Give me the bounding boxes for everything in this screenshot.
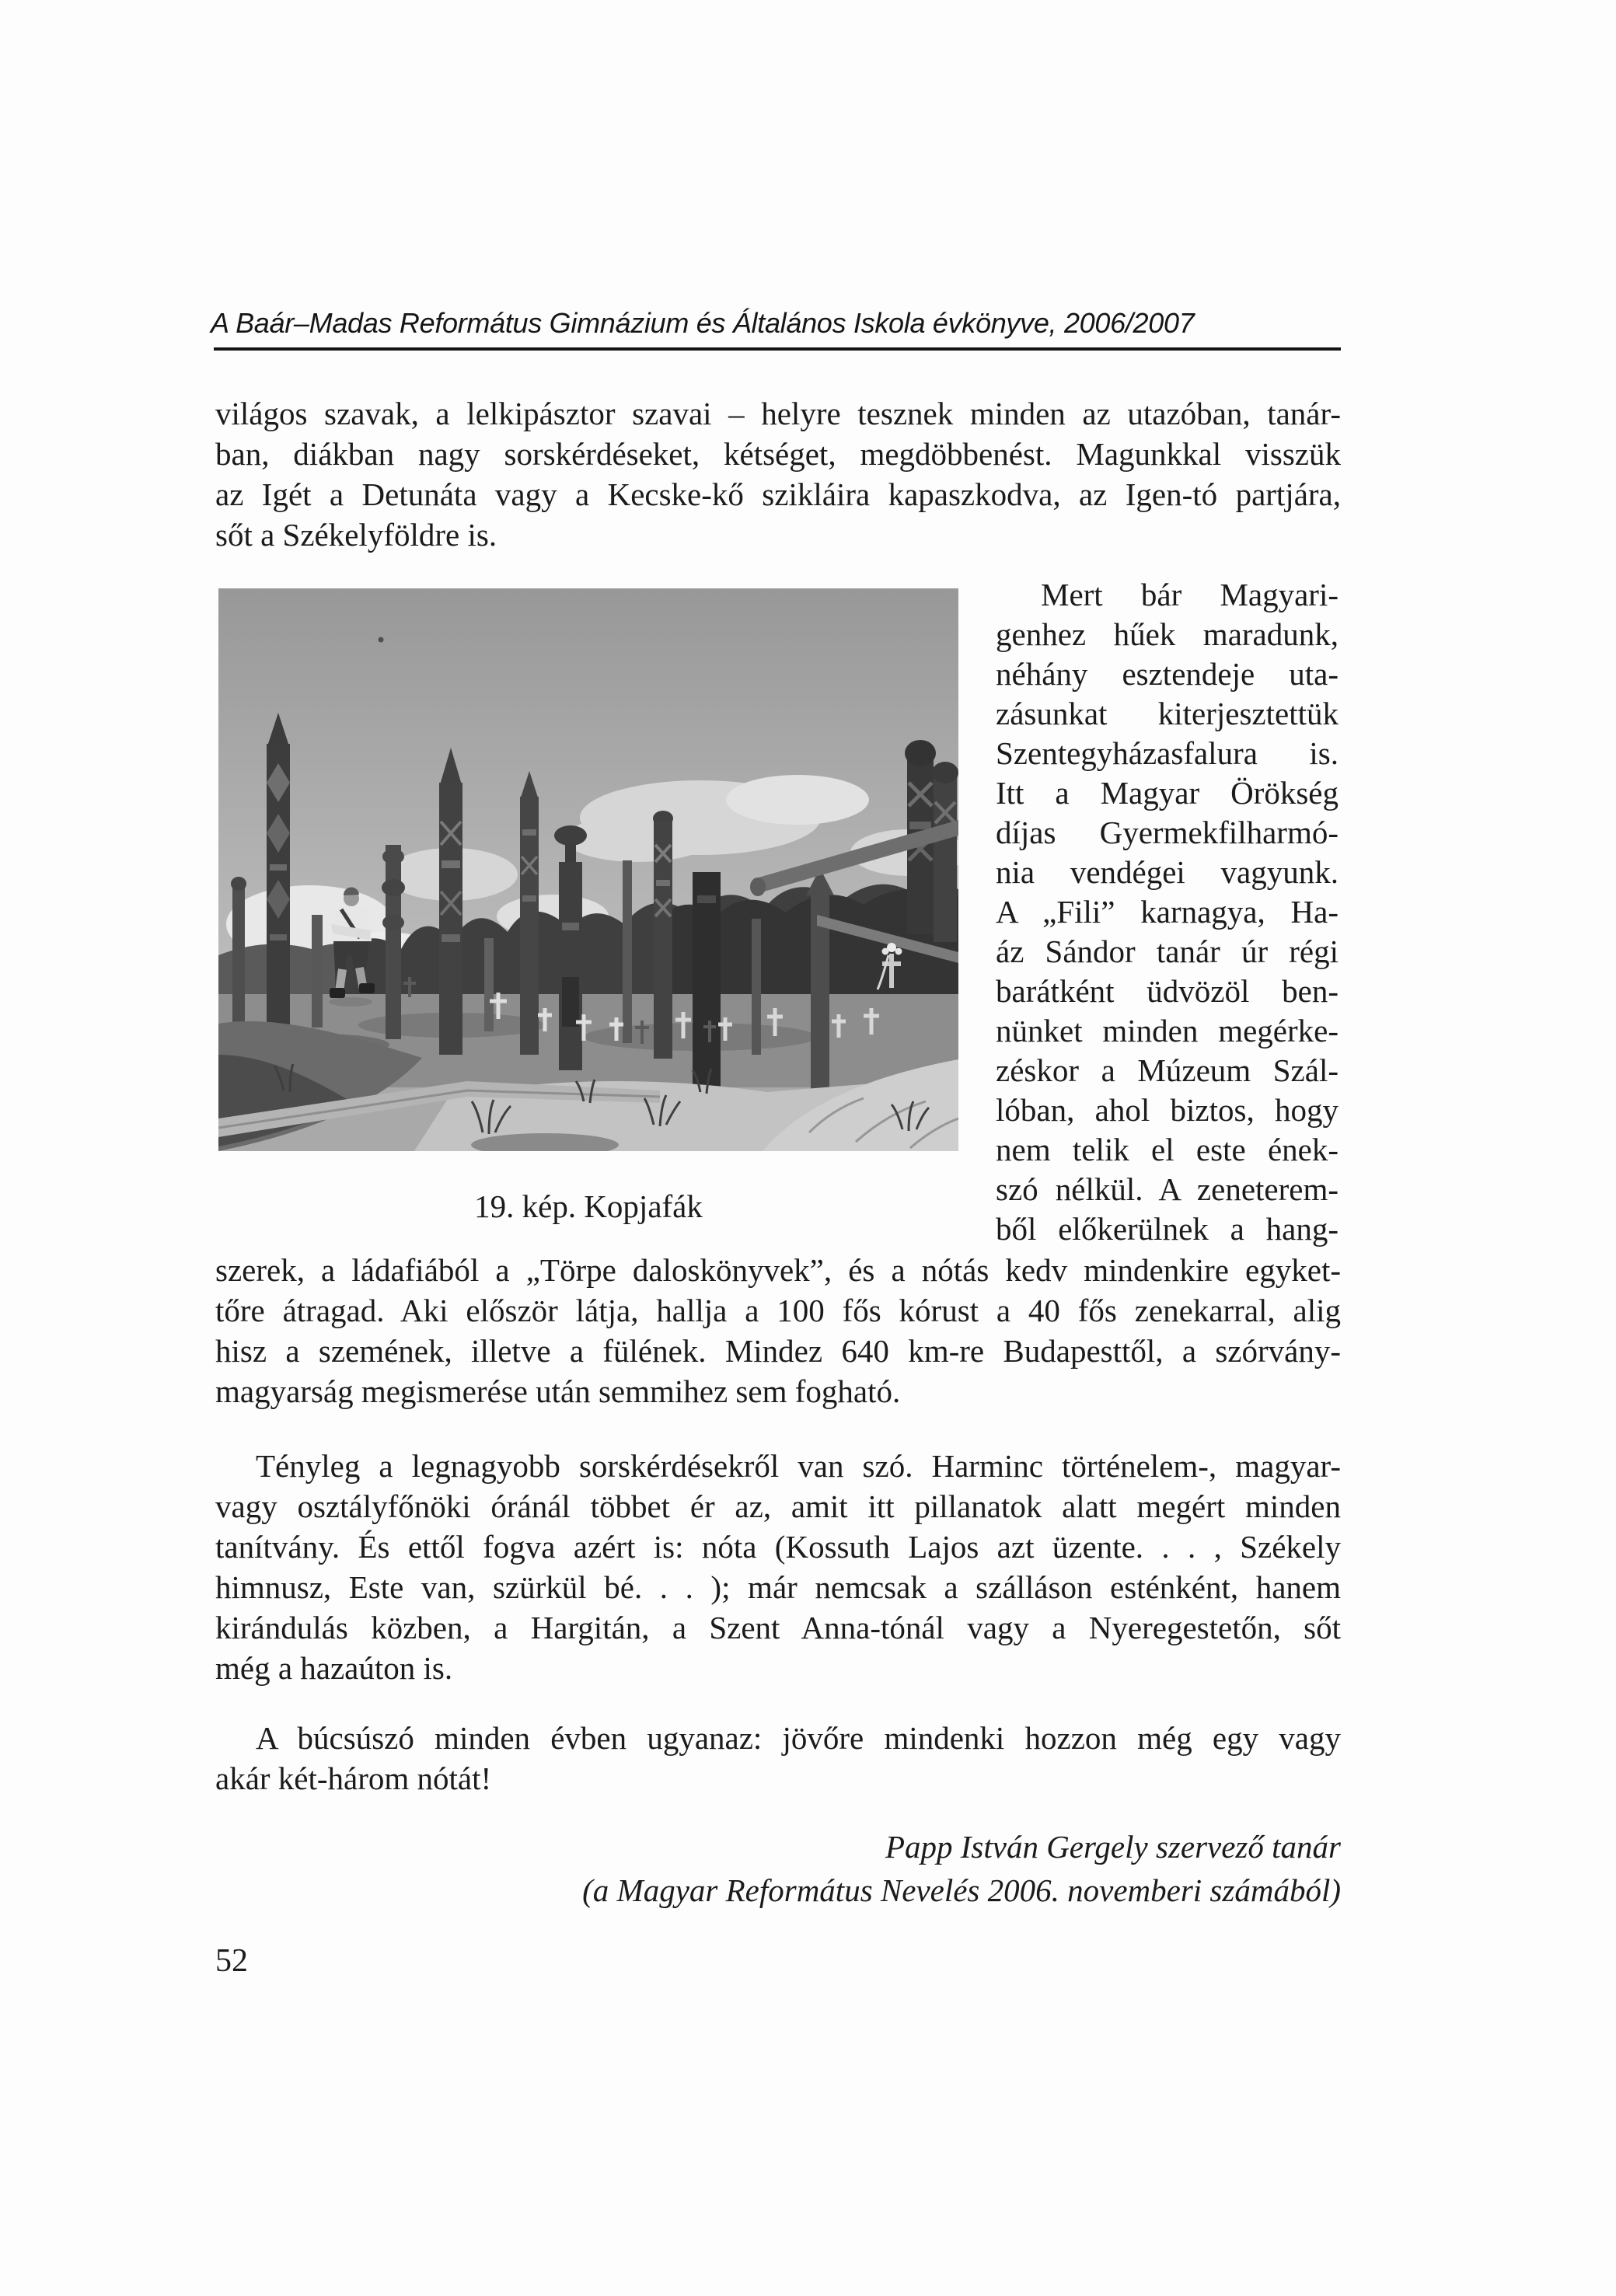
paragraph-line: az Igét a Detunáta vagy a Kecske-kő szikláira kapaszkodva, az Igen-tó partjára, bbox=[215, 476, 1341, 512]
page-header-title: A Baár–Madas Református Gimnázium és Általános Iskola évkönyve, 2006/2007 bbox=[211, 307, 1195, 339]
page-number: 52 bbox=[215, 1943, 248, 1979]
paragraph-3 bbox=[215, 1446, 1341, 1688]
header-rule bbox=[214, 347, 1341, 351]
paragraph-line: még a hazaúton is. bbox=[215, 1650, 453, 1686]
column-line: Szentegyházasfalura is. bbox=[996, 735, 1339, 771]
signature-line: Papp István Gergely szervező tanár bbox=[885, 1829, 1341, 1865]
paragraph-4 bbox=[215, 1718, 1341, 1799]
signature-line: (a Magyar Református Nevelés 2006. novemberi számából) bbox=[582, 1872, 1341, 1908]
paragraph-line: sőt a Székelyföldre is. bbox=[215, 517, 497, 553]
wrapped-text-column bbox=[996, 575, 1339, 1249]
column-line: nia vendégei vagyunk. bbox=[996, 854, 1339, 890]
column-line: zásunkat kiterjesztettük bbox=[996, 696, 1339, 731]
paragraph-line: szerek, a ládafiából a „Törpe daloskönyvek”, és a nótás kedv mindenkire egyket- bbox=[215, 1252, 1341, 1288]
column-line: ből előkerülnek a hang- bbox=[996, 1211, 1339, 1247]
signature-block bbox=[215, 1825, 1341, 1912]
paragraph-2-continuation bbox=[215, 1250, 1341, 1411]
column-line: barátként üdvözöl ben- bbox=[996, 973, 1339, 1009]
column-line: zéskor a Múzeum Szál- bbox=[996, 1052, 1339, 1088]
column-line: néhány esztendeje uta- bbox=[996, 656, 1339, 692]
paragraph-line: vagy osztályfőnöki óránál többet ér az, amit itt pillanatok alatt megért minden bbox=[215, 1488, 1341, 1524]
paragraph-line: kirándulás közben, a Hargitán, a Szent Anna-tónál vagy a Nyeregestetőn, sőt bbox=[215, 1610, 1341, 1645]
paragraph-line: himnusz, Este van, szürkül bé. . . ); már nemcsak a szálláson esténként, hanem bbox=[215, 1569, 1341, 1605]
column-line: genhez hűek maradunk, bbox=[996, 616, 1339, 652]
paragraph-line: akár két-három nótát! bbox=[215, 1760, 492, 1796]
column-line: Mert bár Magyari- bbox=[1041, 577, 1339, 612]
paragraph-line: világos szavak, a lelkipásztor szavai – helyre tesznek minden az utazóban, tanár- bbox=[215, 396, 1341, 431]
column-line: szó nélkül. A zeneterem- bbox=[996, 1171, 1339, 1207]
paragraph-1 bbox=[215, 393, 1341, 555]
column-line: Itt a Magyar Örökség bbox=[996, 775, 1339, 811]
paragraph-line: A búcsúszó minden évben ugyanaz: jövőre mindenki hozzon még egy vagy bbox=[256, 1720, 1341, 1756]
column-line: díjas Gyermekfilharmó- bbox=[996, 815, 1339, 850]
kopjafak-photo bbox=[218, 588, 958, 1151]
photo-caption: 19. kép. Kopjafák bbox=[474, 1188, 703, 1224]
paragraph-line: tanítvány. És ettől fogva azért is: nóta (Kossuth Lajos azt üzente. . . , Székely bbox=[215, 1529, 1341, 1565]
column-line: nünket minden megérke- bbox=[996, 1013, 1339, 1049]
column-line: áz Sándor tanár úr régi bbox=[996, 933, 1339, 969]
column-line: lóban, ahol biztos, hogy bbox=[996, 1092, 1339, 1128]
paragraph-line: Tényleg a legnagyobb sorskérdésekről van szó. Harminc történelem-, magyar- bbox=[256, 1448, 1341, 1484]
paragraph-line: hisz a szemének, illetve a fülének. Mindez 640 km-re Budapesttől, a szórvány- bbox=[215, 1333, 1341, 1369]
column-line: A „Fili” karnagya, Ha- bbox=[996, 894, 1339, 930]
bird-speck bbox=[379, 637, 384, 643]
paragraph-line: magyarság megismerése után semmihez sem fogható. bbox=[215, 1373, 901, 1409]
column-line: nem telik el este ének- bbox=[996, 1132, 1339, 1167]
paragraph-line: ban, diákban nagy sorskérdéseket, kétséget, megdöbbenést. Magunkkal visszük bbox=[215, 436, 1341, 472]
paragraph-line: tőre átragad. Aki először látja, hallja a 100 fős kórust a 40 fős zenekarral, alig bbox=[215, 1293, 1341, 1328]
kopjafak-photo-art bbox=[218, 588, 958, 1151]
